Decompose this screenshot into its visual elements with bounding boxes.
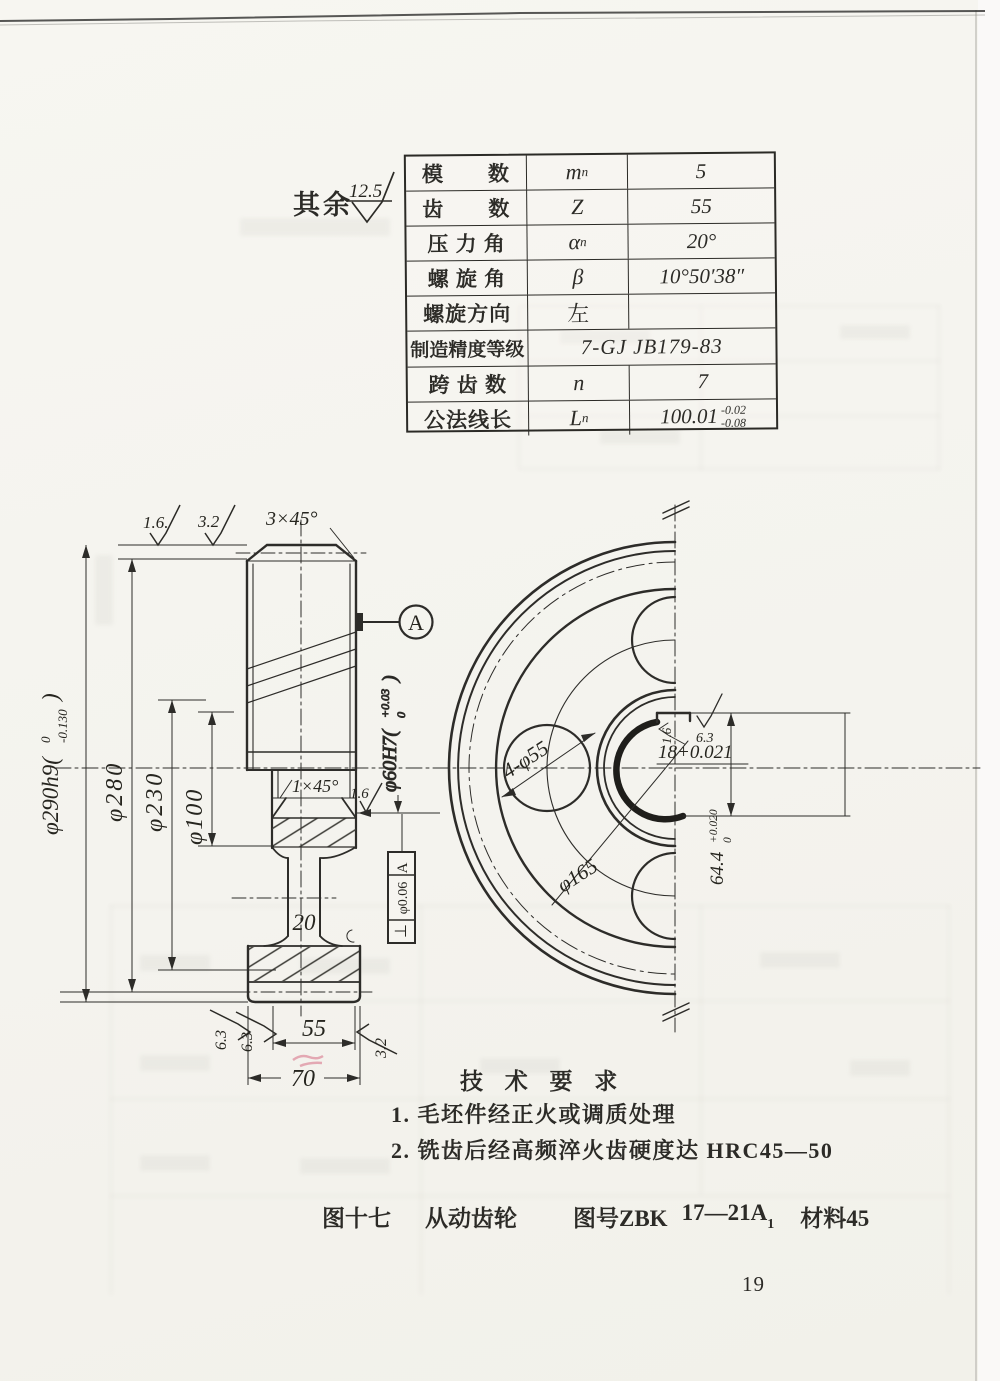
roughness-6-3-a: 6.3 (213, 1030, 230, 1050)
dim-d280-label: φ280 (102, 760, 128, 822)
param-name: 跨 齿 数 (408, 366, 529, 401)
scan-top-edge (0, 11, 985, 25)
table-row (408, 364, 776, 402)
datum-a-symbol (357, 606, 433, 639)
caption-material: 材料45 (800, 1206, 870, 1231)
param-value-sub: -0.08 (720, 415, 747, 430)
front-view-labels (498, 727, 734, 897)
dim-bore-close: ) (379, 675, 401, 682)
keyway-depth-label (707, 809, 734, 885)
param-name: 螺 旋 角 (407, 261, 528, 296)
param-name: 模 数 (406, 156, 527, 191)
roughness-1-6-bore: 1.6 (350, 786, 369, 802)
caption-drawing-label: 图号ZBK (573, 1206, 668, 1231)
dim-d230-label: φ230 (142, 770, 168, 832)
page-number: 19 (742, 1272, 765, 1296)
caption-drawing-number-sub: 1 (767, 1217, 775, 1232)
bolt-circle-d165-label: φ165 (552, 853, 602, 898)
keyway-width-label: 18+0.021 (658, 742, 733, 763)
roughness-6-3-b: 6.3 (239, 1032, 256, 1052)
param-value: 20° (686, 228, 717, 253)
param-value: 10°50′38″ (659, 263, 745, 289)
roughness-1-6-keyway: 1.6 (659, 727, 674, 744)
dim-70-label: 70 (291, 1066, 315, 1092)
tech-requirement-item: 1. 毛坯件经正火或调质处理 (391, 1102, 677, 1127)
table-row (406, 188, 774, 226)
keyway-depth-sup: +0.020 (708, 809, 720, 843)
overall-roughness-value: 12.5 (349, 181, 383, 202)
table-row (406, 153, 774, 191)
dim-bore-sub: 0 (394, 712, 408, 718)
param-value: 100.01 (660, 404, 719, 429)
red-check-smudge (293, 1056, 323, 1066)
datum-a-letter: A (408, 610, 424, 635)
dim-d290-sub: -0.130 (55, 709, 70, 743)
dim-55-label: 55 (302, 1016, 326, 1042)
param-symbol: β (572, 264, 584, 290)
tech-requirements-title: 技 术 要 求 (460, 1069, 626, 1094)
param-symbol: Z (571, 194, 584, 220)
param-symbol-sub: n (581, 164, 589, 180)
overall-roughness-symbol (346, 172, 394, 222)
param-symbol: L (569, 404, 583, 430)
table-row (407, 259, 775, 297)
hub-section-hatch (248, 947, 360, 981)
param-name: 齿 数 (406, 191, 527, 226)
figure-caption (322, 1200, 869, 1233)
fcf-tolerance-value: φ0.06 (396, 881, 411, 915)
keyway (657, 713, 690, 722)
keyway-depth-sub: 0 (722, 837, 734, 843)
holes-4-d55-label: 4-φ55 (497, 735, 553, 784)
dim-bore-label (378, 675, 408, 792)
roughness-3-2-bottom: 3.2 (373, 1038, 390, 1058)
left-view-dim-labels (38, 508, 338, 1092)
param-value: 55 (690, 193, 712, 218)
roughness-1-6-top: 1.6. (143, 513, 169, 532)
caption-part-name: 从动齿轮 (425, 1206, 517, 1231)
bore-chamfer-edges (272, 798, 356, 818)
roughness-6-3-keyway: 6.3 (696, 731, 714, 746)
dim-d290-sup: 0 (38, 736, 53, 743)
param-value (629, 294, 775, 329)
dim-20-label: 20 (292, 910, 316, 935)
param-symbol: n (573, 369, 585, 395)
table-row: 公法线长 L n 100.01 -0.02 -0.08 (408, 399, 776, 436)
chamfer-3x45-label: 3×45° (266, 508, 318, 530)
param-name: 公法线长 (408, 401, 529, 436)
perpendicularity-frame (388, 814, 415, 943)
param-symbol: α (568, 229, 581, 255)
dim-d100-label: φ100 (182, 787, 208, 845)
chamfer-1x45-label: 1×45° (292, 776, 339, 796)
param-value-sup: -0.02 (720, 402, 746, 417)
param-merged-value: 7-GJ JB179-83 (580, 333, 723, 360)
gear-parameter-table (404, 151, 778, 432)
table-row (407, 294, 775, 332)
fcf-datum-ref: A (395, 862, 411, 874)
param-symbol: 左 (567, 300, 590, 327)
caption-figure-number: 图十七 (322, 1206, 391, 1231)
rim-section-hatch (272, 818, 356, 847)
dim-d290-close: ) (38, 693, 63, 701)
caption-drawing-number: 17—21A (681, 1200, 768, 1225)
dim-bore-sup: +0.03 (378, 688, 392, 718)
top-roughness-marks (143, 505, 235, 545)
dim-d290-label (38, 693, 70, 835)
table-row: 压 力 角 α n 20° (406, 224, 774, 262)
param-name: 压 力 角 (406, 226, 527, 261)
param-name: 制造精度等级 (407, 331, 528, 366)
tech-requirement-item: 2. 铣齿后经高频淬火齿硬度达 HRC45—50 (391, 1138, 834, 1163)
param-value: 7 (697, 369, 709, 394)
roughness-3-2-top: 3.2 (198, 512, 220, 531)
dim-d290-main: φ290h9( (38, 757, 63, 835)
bore-annotations (350, 606, 440, 944)
param-value: 5 (695, 158, 707, 183)
fcf-perpendicularity-symbol: ⊥ (393, 924, 410, 938)
table-row (407, 329, 775, 367)
dim-bore-main: φ60H7( (379, 729, 401, 792)
param-symbol: m (565, 159, 582, 185)
surface-note: 其余 (293, 190, 353, 220)
keyway-depth-main: 64.4 (707, 851, 728, 885)
param-name: 螺旋方向 (407, 296, 528, 331)
